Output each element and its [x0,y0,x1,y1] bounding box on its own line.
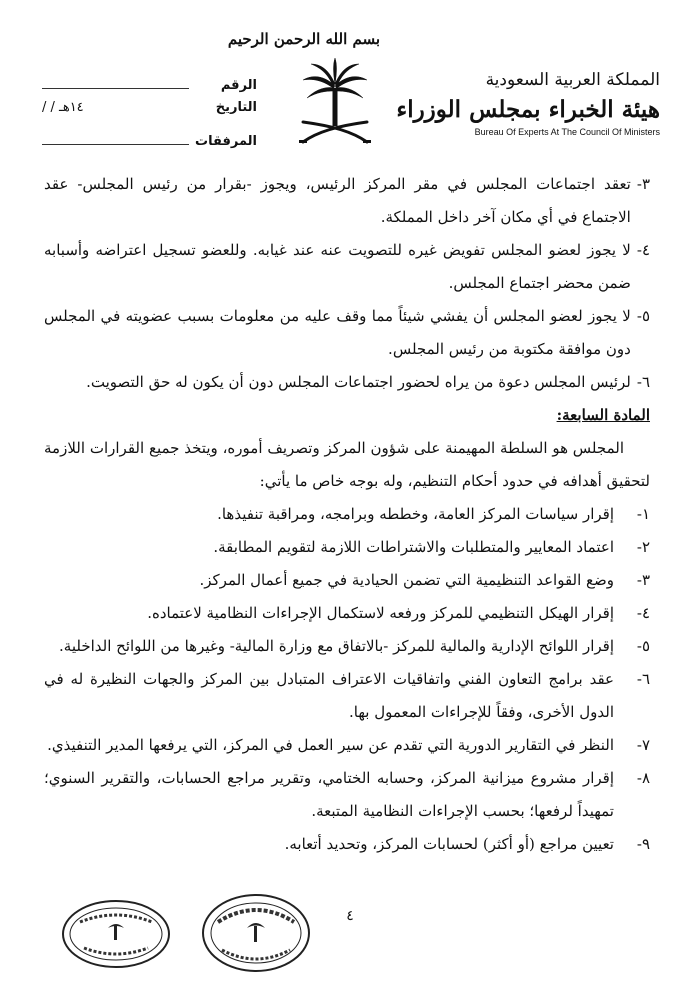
item-number: ٢- [636,538,650,556]
article-intro: المجلس هو السلطة المهيمنة على شؤون المركز وتصريف أموره، ويتخذ جميع القرارات اللازمة لتحقيق أهدافه في حدود أحكام التنظيم، وله بوجه خاص ما يأتي: [44,439,650,490]
article-item-7 [44,729,650,762]
page-number: ٤ [346,908,354,924]
kingdom-name: المملكة العربية السعودية [485,70,660,90]
agency-name-block [396,70,660,137]
clause-3 [44,168,650,234]
item-text: عقد برامج التعاون الفني واتفاقيات الاعتراف المتبادل بين المركز والجهات النظيرة له في الدول الأخرى، وفقاً للإجراءات المعمول بها. [44,670,614,721]
item-text: وضع القواعد التنظيمية التي تضمن الحيادية في جميع أعمال المركز. [199,571,614,589]
item-number: ٧- [636,736,650,754]
clause-number: ٦- [636,373,650,391]
clause-6 [44,366,650,399]
number-value [42,72,189,89]
clause-4 [44,234,650,300]
item-text: النظر في التقارير الدورية التي تقدم عن سير العمل في المركز، التي يرفعها المدير التنفيذي. [47,736,614,754]
article-item-6 [44,663,650,729]
article-item-3 [44,564,650,597]
official-stamp-icon [200,892,312,974]
article-item-5 [44,630,650,663]
attachments-value [42,128,189,145]
clause-number: ٥- [636,307,650,325]
letterhead [0,0,700,165]
item-number: ٨- [636,769,650,787]
official-stamp-icon [60,898,172,970]
article-item-4 [44,597,650,630]
item-text: إقرار اللوائح الإدارية والمالية للمركز -بالاتفاق مع وزارة المالية- وغيرها من اللوائح الداخلية. [59,637,614,655]
date-value: / / ١٤هـ [42,100,84,115]
document-body [44,168,650,861]
item-number: ٩- [636,835,650,853]
reference-fields [42,72,257,156]
article-heading: المادة السابعة: [556,406,650,424]
clause-5 [44,300,650,366]
article-item-2 [44,531,650,564]
item-text: إقرار مشروع ميزانية المركز، وحسابه الختامي، وتقرير مراجع الحسابات، والتقرير السنوي؛ تمهيداً لرفعها؛ بحسب الإجراءات النظامية المتبعة. [44,769,614,820]
date-label: التاريخ [215,100,257,115]
clause-number: ٣- [636,175,650,193]
bureau-name: هيئة الخبراء بمجلس الوزراء [396,96,660,123]
clause-text: لرئيس المجلس دعوة من يراه لحضور اجتماعات المجلس دون أن يكون له حق التصويت. [86,373,631,391]
item-number: ٣- [636,571,650,589]
item-text: إقرار الهيكل التنظيمي للمركز ورفعه لاستكمال الإجراءات النظامية لاعتماده. [147,604,614,622]
clause-text: تعقد اجتماعات المجلس في مقر المركز الرئيس، ويجوز -بقرار من رئيس المجلس- عقد الاجتماع في أي مكان آخر داخل المملكة. [44,175,631,226]
bureau-name-english: Bureau Of Experts At The Council Of Ministers [474,127,660,137]
number-field-row [42,72,257,100]
item-text: إقرار سياسات المركز العامة، وخططه وبرامجه، ومراقبة تنفيذها. [217,505,614,523]
date-field-row [42,100,257,128]
basmala: بسم الله الرحمن الرحيم [227,30,380,48]
number-label: الرقم [220,78,257,93]
clause-number: ٤- [636,241,650,259]
item-number: ٥- [636,637,650,655]
item-number: ١- [636,505,650,523]
item-number: ٤- [636,604,650,622]
attachments-field-row [42,128,257,156]
clause-text: لا يجوز لعضو المجلس تفويض غيره للتصويت عنه عند غيابه. وللعضو تسجيل اعتراضه وأسبابه ضمن محضر اجتماع المجلس. [44,241,631,292]
attachments-label: المرفقات [195,134,257,149]
item-text: اعتماد المعايير والمتطلبات والاشتراطات اللازمة لتقويم المطابقة. [213,538,614,556]
article-item-1 [44,498,650,531]
palm-swords-emblem-icon [295,56,375,148]
item-text: تعيين مراجع (أو أكثر) لحسابات المركز، وتحديد أتعابه. [284,835,614,853]
item-number: ٦- [636,670,650,688]
clause-text: لا يجوز لعضو المجلس أن يفشي شيئاً مما وقف عليه من معلومات بسبب عضويته في المجلس دون موافقة مكتوبة من رئيس المجلس. [44,307,631,358]
article-item-8 [44,762,650,828]
article-item-9 [44,828,650,861]
